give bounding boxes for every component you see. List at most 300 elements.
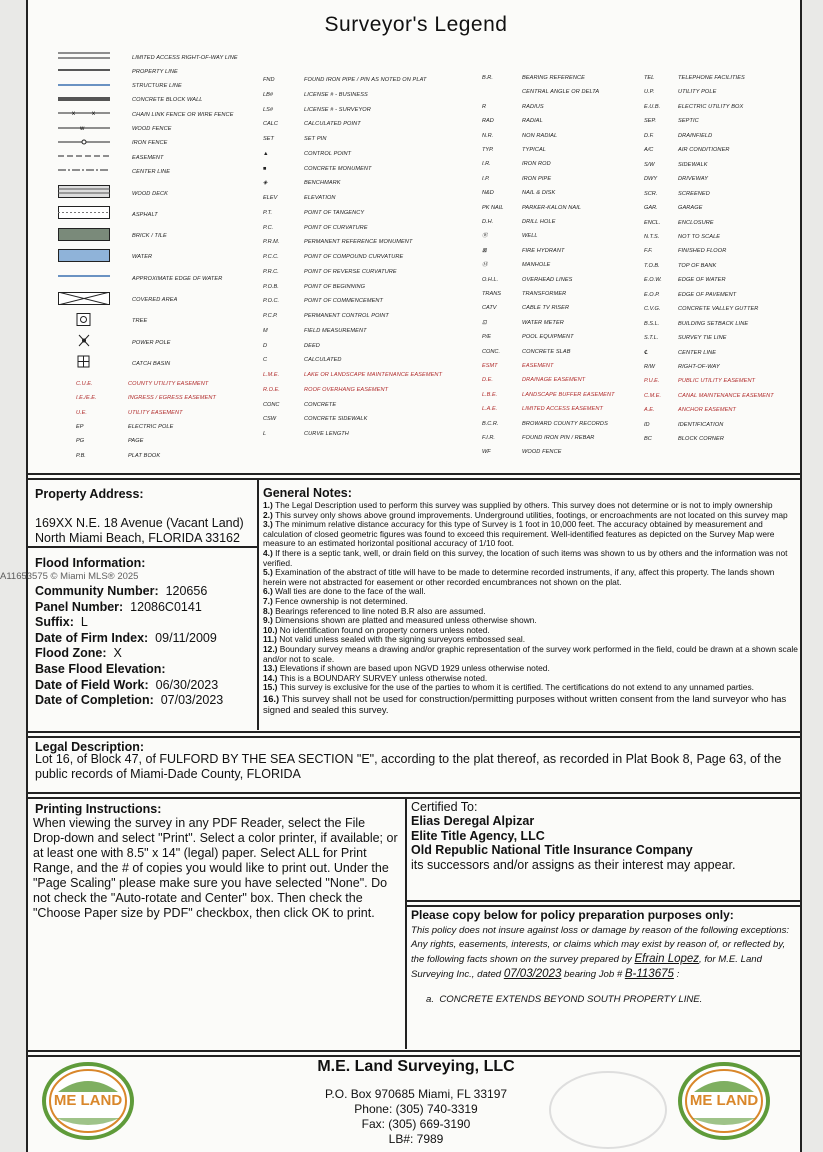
legend-abbr: P.C.: [263, 224, 274, 231]
legend-hatch-symbol: [58, 206, 114, 224]
legend-abbr-label: FINISHED FLOOR: [678, 248, 727, 255]
general-note-text: The minimum relative distance accuracy for this type of Survey is 1 foot in 10,000 feet. The accuracy obtained by measurement and calculation of closed geometric figures was found to exceed this requirement. Well-identified features as depicted on the Survey Map were measure to an estimated horizontal positional accuracy of 1/10 foot.: [263, 519, 775, 549]
legend-abbr-label: CONCRETE SIDEWALK: [304, 416, 368, 423]
policy-text-3: bearing Job #: [564, 969, 623, 980]
panel-label: Panel Number:: [35, 599, 124, 614]
legend-abbr: D.F.: [644, 132, 654, 139]
legend-abbr: Ⓜ: [482, 262, 488, 269]
legend-hatch-symbol: [58, 292, 114, 310]
legend-hatch-row: [58, 336, 171, 350]
legend-abbr: ELEV: [263, 195, 278, 201]
legend-abbr-label: IRON ROD: [522, 161, 551, 168]
svg-text:x: x: [92, 111, 95, 118]
legend-abbr: E.U.B.: [644, 103, 661, 110]
legend-abbr-label: ROOF OVERHANG EASEMENT: [304, 386, 389, 393]
legend-hatch-label: BRICK / TILE: [132, 233, 167, 240]
legend-abbr-label: PUBLIC UTILITY EASEMENT: [678, 378, 756, 385]
general-note-text: The Legal Description used to perform this survey was supplied by others. This survey does not determine or is not to imply ownership: [275, 500, 773, 510]
suffix-value: L: [80, 615, 88, 630]
legend-line-label: EASEMENT: [132, 154, 164, 161]
legend-abbr: E.O.W.: [644, 277, 662, 284]
legend-abbr-label: CANAL MAINTENANCE EASEMENT: [678, 392, 774, 399]
legend-abbr-label: ENCLOSURE: [678, 219, 714, 226]
legend-abbr-label: LAKE OR LANDSCAPE MAINTENANCE EASEMENT: [304, 372, 443, 378]
legend-abbr: C.U.E.: [76, 381, 93, 387]
printing-title: Printing Instructions:: [35, 802, 162, 816]
policy-text-4: :: [676, 969, 680, 980]
legend-abbr-label: FOUND IRON PIN / REBAR: [522, 435, 595, 441]
legend-abbr: P/E: [482, 334, 492, 341]
general-note-number: 1.): [263, 500, 276, 510]
legend-abbr: ⊡: [482, 319, 487, 326]
legend-abbr-label: LICENSE # - SURVEYOR: [304, 106, 371, 113]
legend-line-row: [58, 165, 170, 179]
legend-title: Surveyor's Legend: [324, 13, 508, 36]
legend-abbr-label: WELL: [522, 233, 538, 240]
legend-abbr-label: SEPTIC: [678, 118, 699, 125]
legend-abbr-label: TOP OF BANK: [678, 262, 717, 269]
firm-label: Date of Firm Index:: [35, 630, 149, 645]
legend-abbr: S/W: [644, 161, 655, 168]
legend-hatch-symbol: [58, 334, 114, 352]
legend-abbr: CONC.: [482, 348, 501, 355]
legend-abbr: WF: [482, 449, 491, 456]
general-note-text: This survey shall not be used for construction/permitting purposes without written consent from the land surveyor who has signed and sealed this survey.: [263, 692, 787, 715]
legend-abbr: L.B.E.: [482, 391, 498, 398]
legend-abbr-label: INGRESS / EGRESS EASEMENT: [128, 395, 216, 402]
legend-abbr-label: BENCHMARK: [304, 180, 341, 187]
legend-hatch-label: CATCH BASIN: [132, 360, 171, 367]
legend-abbr: P.T.: [263, 209, 273, 216]
policy-job: B-113675: [624, 968, 674, 980]
legend-abbr: TRANS: [482, 291, 501, 297]
legend-abbr-label: DRAINAGE EASEMENT: [522, 377, 586, 384]
legend-abbr: S.T.L.: [644, 335, 659, 342]
legend-abbr-label: RIGHT-OF-WAY: [678, 364, 720, 370]
field-label: Date of Field Work:: [35, 677, 149, 692]
legend-abbr-label: AIR CONDITIONER: [678, 147, 730, 154]
general-note-text: Examination of the abstract of title will have to be made to determine recorded instruments, if any, affect this property. The lands shown herein were not abstracted for easement or other recorded encumbrances not shown on the plat.: [263, 567, 775, 587]
legend-hatch-label: TREE: [132, 318, 148, 325]
legend-abbr: CALC: [263, 121, 278, 128]
legend-abbr: FND: [263, 77, 275, 83]
legend-abbr-label: TYPICAL: [522, 147, 547, 153]
legend-abbr: B.R.: [482, 75, 493, 81]
legend-abbr-label: COUNTY UTILITY EASEMENT: [128, 381, 209, 387]
field-value: 06/30/2023: [155, 677, 219, 692]
legend-abbr: SEP.: [644, 118, 657, 125]
legend-abbr-label: POOL EQUIPMENT: [522, 334, 574, 341]
legend-abbr: R/W: [644, 364, 655, 370]
policy-text-1: This policy does not insure against loss or damage by reason of the following exceptions: Any rights, easements, interests, or claims which may exist by reason of, or reflected by, the following facts shown on the survey prepared by: [411, 925, 790, 965]
general-note-text: Bearings referenced to line noted B.R also are assumed.: [275, 605, 486, 616]
general-notes-title: General Notes:: [263, 486, 352, 500]
company-fax: Fax: (305) 669-3190: [361, 1117, 471, 1131]
legend-line-label: PROPERTY LINE: [132, 68, 178, 75]
general-note-number: 16.): [263, 692, 282, 704]
legend-abbr: CATV: [482, 305, 497, 312]
legend-abbr-label: CENTRAL ANGLE OR DELTA: [522, 89, 600, 96]
legend-abbr-label: POINT OF COMMENCEMENT: [304, 298, 384, 305]
legend-abbr: D.H.: [482, 219, 494, 225]
legend-abbr-label: BLOCK CORNER: [678, 436, 724, 443]
legend-abbr: ID: [644, 421, 650, 428]
legend-abbr-label: EDGE OF PAVEMENT: [678, 291, 737, 298]
legend-abbr-label: NOT TO SCALE: [678, 233, 721, 240]
legend-line-label: IRON FENCE: [132, 140, 168, 147]
policy-item-a: [426, 994, 702, 1005]
legend-abbr: ENCL.: [644, 219, 661, 226]
legend-abbr-label: UTILITY EASEMENT: [128, 409, 183, 416]
legend-abbr-label: CONTROL POINT: [304, 150, 352, 157]
divider-legend-2: [28, 478, 800, 480]
legend-abbr-label: WATER METER: [522, 319, 564, 326]
completion-value: 07/03/2023: [160, 693, 224, 708]
legend-abbr: BC: [644, 436, 652, 443]
legend-abbr: I.P.: [482, 175, 490, 182]
legend-abbr-label: CONCRETE SLAB: [522, 348, 571, 355]
general-note-number: 6.): [263, 586, 276, 597]
general-note-text: If there is a septic tank, well, or drain field on this survey, the location of such items was shown to us by others and the information was not verified.: [263, 547, 788, 568]
legend-abbr-label: TELEPHONE FACILITIES: [678, 75, 745, 81]
legend-abbr-label: CALCULATED: [304, 357, 342, 364]
legend-abbr: P.R.M.: [263, 239, 280, 246]
legend-abbr: ℄: [644, 349, 648, 356]
legend-abbr: LS#: [263, 106, 273, 113]
legend-abbr: EP: [76, 423, 84, 430]
legend-hatch-row: [58, 251, 152, 265]
legend-abbr-label: RADIUS: [522, 103, 544, 110]
certified-party-3: Old Republic National Title Insurance Company: [411, 843, 693, 857]
legend-abbr: A/C: [644, 147, 654, 154]
legend-abbr-label: FOUND IRON PIPE / PIN AS NOTED ON PLAT: [304, 77, 427, 83]
panel-value: 12086C0141: [130, 599, 202, 614]
zone-value: X: [113, 646, 122, 661]
legend-abbr-label: PAGE: [128, 438, 144, 445]
legend-hatch-symbol: [58, 228, 114, 246]
firm-value: 09/11/2009: [155, 630, 217, 645]
legend-abbr-label: DRIVEWAY: [678, 176, 709, 183]
general-notes-list: [263, 501, 798, 715]
legend-hatch-symbol: [58, 185, 114, 203]
legend-abbr: C.V.G.: [644, 306, 661, 313]
general-note-number: 11.): [263, 634, 280, 645]
property-title: Property Address:: [35, 487, 144, 501]
completion-label: Date of Completion:: [35, 693, 154, 708]
legend-abbr: M: [263, 327, 268, 334]
legend-abbr-label: ELECTRIC UTILITY BOX: [678, 103, 744, 110]
legend-abbr: ■: [263, 165, 267, 172]
bfe-label: Base Flood Elevation:: [35, 661, 166, 676]
legend-abbr: P.O.C.: [263, 298, 280, 305]
general-note-text: Boundary survey means a drawing and/or graphic representation of the survey work performed in the field, could be drawn at a shown scale and/or not to scale.: [263, 643, 798, 664]
legend-abbr-label: LICENSE # - BUSINESS: [304, 91, 368, 98]
mls-watermark: A11653575 © Miami MLS® 2025: [0, 571, 139, 582]
flood-info: [35, 584, 255, 709]
legend-hatch-row: [58, 187, 168, 201]
legend-abbr-label: CALCULATED POINT: [304, 121, 361, 128]
legend-abbr: CONC: [263, 401, 280, 408]
community-value: 120656: [165, 584, 208, 598]
legend-abbr-label: POINT OF CURVATURE: [304, 224, 368, 231]
legend-hatch-label: POWER POLE: [132, 339, 171, 346]
legend-abbr-label: TRANSFORMER: [522, 291, 567, 297]
legend-abbr-label: DRAINFIELD: [678, 132, 713, 139]
legend-line-label: LIMITED ACCESS RIGHT-OF-WAY LINE: [132, 54, 238, 61]
legend-abbr-label: CURVE LENGTH: [304, 431, 349, 437]
divider-notes: [257, 480, 259, 730]
logo-text-left: ME LAND: [53, 1092, 123, 1109]
general-note-item: [263, 683, 798, 693]
suffix-label: Suffix:: [35, 615, 74, 630]
policy-item-a-label: a.: [426, 994, 435, 1005]
divider-footer-2: [28, 1055, 800, 1057]
legend-abbr: N&D: [482, 190, 494, 197]
legend-abbr-label: ELEVATION: [304, 195, 336, 201]
divider-legal-bottom: [28, 792, 800, 794]
general-note-text: Elevations if shown are based upon NGVD 1929 unless otherwise noted.: [279, 663, 550, 674]
legend-abbr-label: SIDEWALK: [678, 161, 708, 168]
legend-abbr: PG: [76, 438, 85, 445]
svg-text:x: x: [72, 111, 75, 118]
certified-party-1: Elias Deregal Alpizar: [411, 814, 535, 828]
community-label: Community Number:: [35, 584, 159, 598]
legend-line-label: CENTER LINE: [132, 168, 171, 175]
general-note-number: 13.): [263, 663, 280, 674]
legend-hatch-row: [58, 272, 222, 286]
policy-date: 07/03/2023: [503, 968, 562, 980]
legend-line-label: STRUCTURE LINE: [132, 83, 182, 90]
policy-item-a-text: CONCRETE EXTENDS BEYOND SOUTH PROPERTY LINE.: [439, 994, 703, 1005]
legend-abbr: SCR.: [644, 190, 658, 197]
legend-abbr-label: CONCRETE: [304, 401, 337, 408]
legend-line-label: CONCRETE BLOCK WALL: [132, 97, 203, 104]
legend-abbr-label: SURVEY TIE LINE: [678, 335, 727, 342]
legend-abbr: R: [482, 103, 487, 110]
general-note-item: [263, 693, 798, 715]
legend-hatch-row: [58, 357, 170, 371]
policy-title: Please copy below for policy preparation purposes only:: [411, 908, 734, 922]
zone-label: Flood Zone:: [35, 646, 107, 661]
legend-abbr: L: [263, 431, 267, 437]
legend-abbr-label: FIELD MEASUREMENT: [304, 327, 367, 334]
legend-abbr-label: CONCRETE MONUMENT: [304, 165, 372, 172]
legend-abbr: L.M.E.: [263, 372, 280, 378]
legend-abbr: CSW: [263, 416, 277, 423]
legend-abbr: E.O.P.: [644, 291, 660, 298]
divider-legal-bottom-2: [28, 797, 800, 799]
legend-abbr-label: EASEMENT: [522, 363, 554, 369]
legend-abbr: P.B.: [76, 452, 86, 459]
general-note-number: 8.): [263, 605, 276, 616]
property-line2: North Miami Beach, FLORIDA 33162: [35, 531, 240, 545]
embossed-seal: [548, 1070, 668, 1150]
legend-abbr: ◈: [263, 180, 268, 187]
legend-abbr: P.U.E.: [644, 378, 660, 385]
legend-abbr: N.R.: [482, 132, 494, 139]
legend-abbr: P.R.C.: [263, 268, 279, 275]
legend-abbr-label: BEARING REFERENCE: [522, 75, 585, 81]
legend-abbr: R.O.E.: [263, 386, 280, 393]
legend-hatch-label: COVERED AREA: [132, 297, 178, 303]
legend-abbr-label: NAIL & DISK: [522, 190, 556, 197]
svg-text:w: w: [80, 125, 85, 132]
divider-printing: [405, 799, 407, 1049]
general-note-text: No identification found on property corners unless noted.: [279, 624, 490, 635]
printing-text: When viewing the survey in any PDF Reader, select the File Drop-down and select "Print". Select a color printer, if available; or at least one with 8.5" x 14" (legal) paper. Select ALL for Print Range, and the # of copies you would like to print out. Under the "Page Scaling" please make sure you have selected "None". Do not check the "Auto-rotate and Center" box. Then check the "Choose Paper size by PDF" checkbox, then click OK to print.: [33, 816, 398, 920]
legend-line-symbol: [58, 163, 114, 181]
general-note-item: [263, 645, 798, 664]
legend-abbr: RAD: [482, 118, 494, 125]
legend-abbr: TYP.: [482, 147, 494, 153]
legend-abbr-label: BROWARD COUNTY RECORDS: [522, 420, 608, 427]
legend-line-label: WOOD FENCE: [132, 126, 172, 132]
legend-abbr: TEL: [644, 75, 655, 81]
legend-abbr: P.C.P.: [263, 313, 278, 319]
legend-abbr: T.O.B.: [644, 262, 660, 269]
property-line1: 169XX N.E. 18 Avenue (Vacant Land): [35, 516, 244, 530]
legend-abbr-label: CONCRETE VALLEY GUTTER: [678, 306, 759, 313]
legend-abbr: F.I.R.: [482, 435, 495, 441]
certified-tail: its successors and/or assigns as their interest may appear.: [411, 857, 736, 872]
legend-abbr-label: LIMITED ACCESS EASEMENT: [522, 406, 604, 413]
legend-abbr-label: DEED: [304, 342, 320, 349]
legend-abbr-label: NON RADIAL: [522, 132, 558, 139]
legend-abbr: ▲: [263, 150, 269, 157]
general-note-item: [263, 520, 798, 549]
legend-abbr-label: DRILL HOLE: [522, 219, 556, 225]
legend-abbr-label: ANCHOR EASEMENT: [678, 407, 737, 414]
legend-abbr-label: LANDSCAPE BUFFER EASEMENT: [522, 391, 615, 398]
policy-surveyor: Efrain Lopez: [634, 953, 700, 965]
legend-hatch-label: ASPHALT: [132, 211, 158, 218]
legend-abbr: GAR.: [644, 205, 658, 212]
certified-parties: [411, 814, 796, 872]
legend-abbr: I.E./E.E.: [76, 395, 97, 402]
legend-abbr: L.A.E.: [482, 406, 498, 413]
company-lb: LB#: 7989: [388, 1132, 444, 1146]
legend-abbr: SET: [263, 136, 274, 142]
general-note-item: [263, 549, 798, 568]
legend-abbr-label: IDENTIFICATION: [678, 421, 724, 428]
legend-hatch-symbol: [58, 313, 114, 331]
legend-abbr-label: POINT OF TANGENCY: [304, 209, 365, 216]
legend-abbr: C.M.E.: [644, 392, 662, 399]
divider-legend: [28, 473, 800, 475]
legend-abbr-label: POINT OF REVERSE CURVATURE: [304, 268, 397, 275]
legend-abbr: ⊠: [482, 247, 487, 254]
policy-text: [411, 924, 796, 982]
legend-abbr-label: SET PIN: [304, 136, 327, 142]
legend-abbr-label: EDGE OF WATER: [678, 277, 726, 284]
legal-title: Legal Description:: [35, 740, 145, 754]
legend-abbr: F.F.: [644, 248, 653, 255]
divider-legal-top: [28, 731, 800, 733]
divider-certified-2: [406, 905, 800, 907]
legend-abbr-label: PLAT BOOK: [128, 452, 161, 459]
company-name: M.E. Land Surveying, LLC: [317, 1058, 515, 1075]
legend-abbr: D: [263, 342, 268, 349]
legend-abbr: PK NAIL: [482, 204, 504, 211]
legend-hatch-label: APPROXIMATE EDGE OF WATER: [132, 275, 223, 282]
legend-hatch-row: [58, 230, 167, 244]
general-note-text: This survey only shows above ground improvements. Underground utilities, footings, or encroachments are not located on this survey map: [275, 509, 788, 520]
policy-text-2: , for M.E. Land Surveying Inc., dated: [411, 954, 762, 980]
legend-abbr: U.P.: [644, 89, 655, 96]
legend-abbr-label: FIRE HYDRANT: [522, 247, 565, 254]
general-note-text: Fence ownership is not determined.: [275, 595, 408, 606]
general-note-number: 2.): [263, 509, 276, 520]
general-note-number: 9.): [263, 615, 276, 626]
legend-abbr-label: RADIAL: [522, 118, 543, 125]
legend-abbr: B.S.L.: [644, 320, 660, 327]
legend-abbr-label: PERMANENT CONTROL POINT: [304, 313, 389, 319]
legend-abbr: DWY: [644, 176, 658, 183]
general-note-text: Wall ties are done to the face of the wall.: [275, 586, 426, 597]
general-note-text: Not valid unless sealed with the signing surveyors embossed seal.: [279, 634, 526, 645]
legend-abbr: D.E.: [482, 377, 493, 384]
general-note-number: 10.): [263, 624, 280, 635]
legend-abbr: C: [263, 357, 268, 364]
legend-abbr-label: WOOD FENCE: [522, 449, 562, 456]
legend-abbr: U.E.: [76, 409, 87, 416]
legend-abbr-label: BUILDING SETBACK LINE: [678, 320, 749, 327]
legend-abbr-label: IRON PIPE: [522, 175, 552, 182]
legend-line-label: CHAIN LINK FENCE OR WIRE FENCE: [132, 111, 234, 118]
legend-abbr: A.E.: [644, 407, 655, 414]
legend-hatch-symbol: [58, 270, 114, 288]
general-note-number: 14.): [263, 672, 280, 683]
legend-abbr: B.C.R.: [482, 420, 499, 427]
legend-abbr: O.H.L.: [482, 276, 499, 283]
legend-abbr-label: POINT OF BEGINNING: [304, 283, 366, 290]
legend-abbr-label: ELECTRIC POLE: [128, 423, 174, 430]
legend-hatch-row: [58, 315, 147, 329]
legend-hatch-symbol: [58, 249, 114, 267]
legend-abbr-label: OVERHEAD LINES: [522, 276, 573, 283]
legend-abbr-label: POINT OF COMPOUND CURVATURE: [304, 254, 404, 260]
legend-hatch-row: [58, 294, 177, 308]
legend-hatch-row: [58, 208, 158, 222]
legend-abbr-label: MANHOLE: [522, 262, 551, 269]
legal-text: Lot 16, of Block 47, of FULFORD BY THE SEA SECTION "E", according to the plat thereof, as recorded in Plat Book 8, Page 63, of the public records of Miami-Dade County, FLORIDA: [35, 752, 782, 781]
legend-abbr: P.O.B.: [263, 283, 279, 290]
survey-sheet: [26, 0, 802, 1152]
legend-abbr-label: UTILITY POLE: [678, 89, 717, 96]
certified-title: Certified To:: [411, 800, 478, 814]
legend-hatch-label: WATER: [132, 254, 153, 261]
logo-text-right: ME LAND: [689, 1092, 759, 1109]
legend-abbr: LB#: [263, 91, 273, 98]
legend-abbr-label: GARAGE: [678, 205, 703, 212]
flood-title: Flood Information:: [35, 556, 146, 570]
legend-abbr: ESMT: [482, 363, 498, 369]
general-note-text: Dimensions shown are platted and measured unless otherwise shown.: [275, 615, 537, 626]
legend-abbr-label: SCREENED: [678, 190, 710, 197]
legend-abbr-label: CABLE TV RISER: [522, 305, 570, 312]
general-note-item: [263, 568, 798, 587]
legend-abbr: N.T.S.: [644, 233, 660, 240]
certified-party-2: Elite Title Agency, LLC: [411, 828, 545, 843]
general-note-number: 12.): [263, 643, 280, 654]
divider-certified: [406, 900, 800, 902]
legend-abbr: I.R.: [482, 161, 491, 168]
divider-footer: [28, 1050, 800, 1052]
legend-abbr-label: CENTER LINE: [678, 349, 717, 356]
general-note-text: This is a BOUNDARY SURVEY unless otherwise noted.: [279, 672, 488, 683]
general-note-text: This survey is exclusive for the use of the parties to whom it is certified. The certifications do not extend to any unnamed parties.: [279, 682, 754, 693]
company-phone: Phone: (305) 740-3319: [354, 1102, 478, 1116]
